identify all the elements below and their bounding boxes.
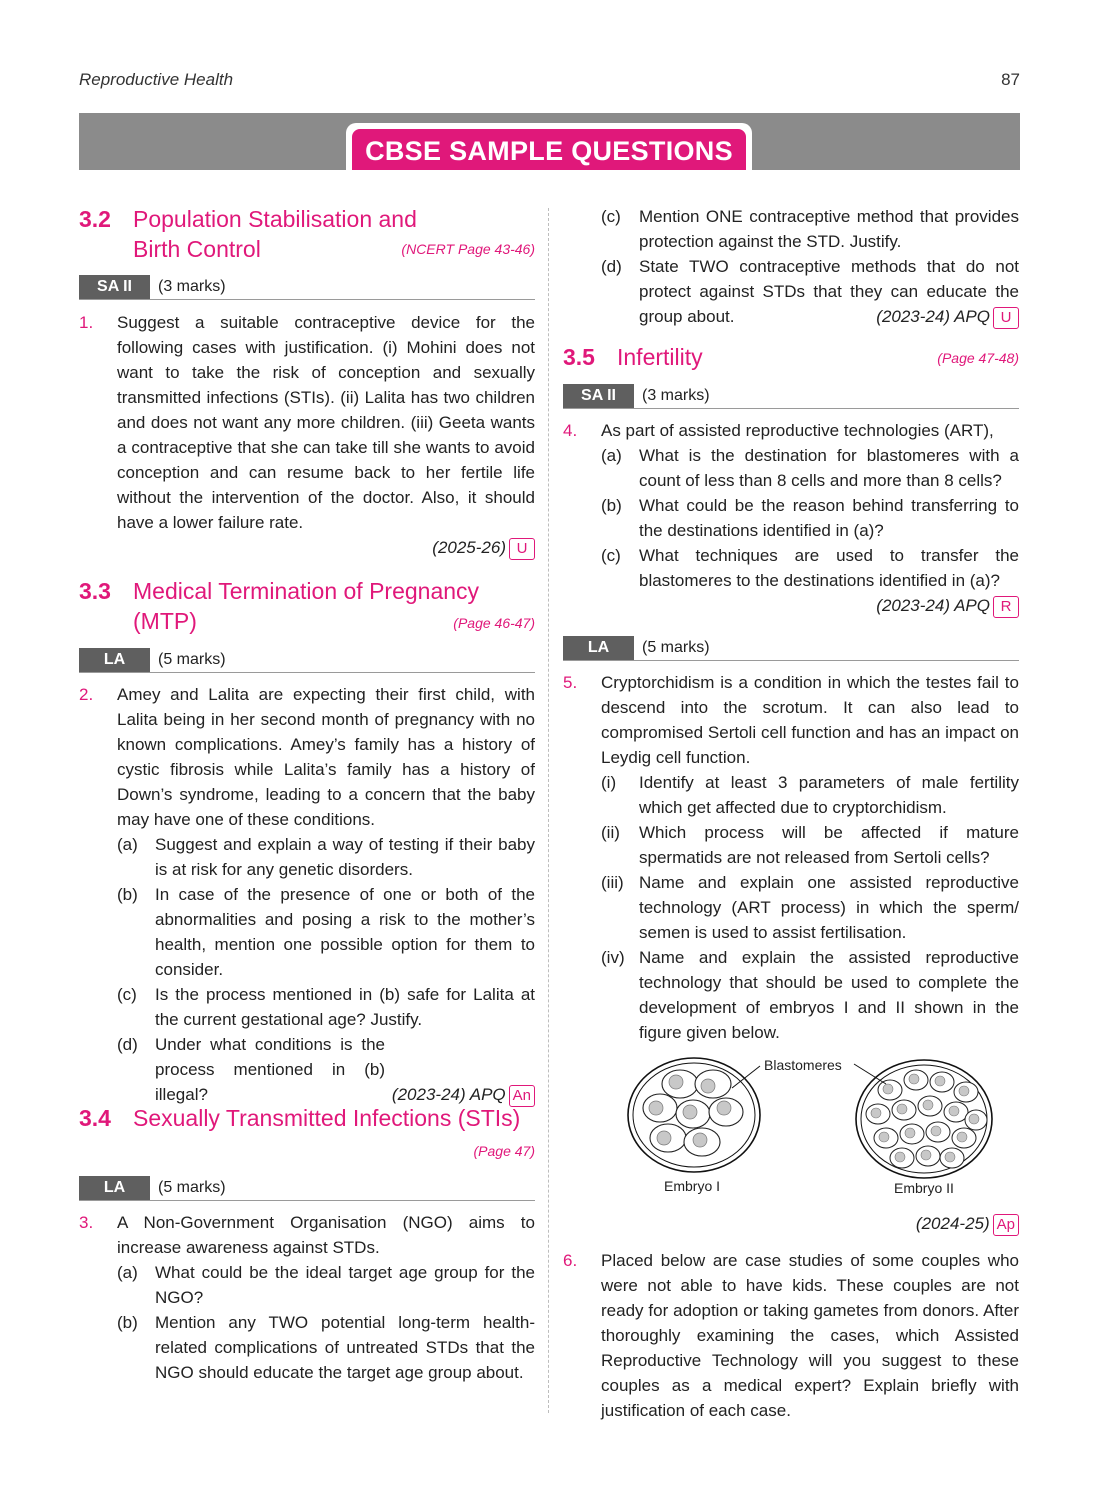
competency-badge: U	[509, 538, 535, 560]
embryo-1-drawing	[628, 1058, 760, 1172]
page-number: 87	[1001, 70, 1020, 89]
sub-question-d	[117, 1032, 535, 1107]
sub-question-a	[117, 832, 535, 882]
question-text: Cryptorchidism is a condition in which the testes fail to descend into the scrotum. It can also lead to compromised Sertoli cell function and has an impact on Leydig cell function.	[601, 673, 1019, 767]
citation-year: (2023-24) APQ	[391, 1085, 506, 1104]
question-text: As part of assisted reproductive technologies (ART),	[601, 421, 994, 440]
section-3-4-page-ref: (Page 47)	[473, 1143, 535, 1159]
question-5-citation	[800, 1211, 1019, 1236]
marks-tag: SA II	[563, 384, 634, 408]
sub-label: (b)	[601, 496, 622, 515]
question-text: A Non-Government Organisation (NGO) aims to increase awareness against STDs.	[117, 1213, 535, 1257]
question-3	[79, 1210, 535, 1415]
sub-label: (d)	[117, 1035, 138, 1054]
section-3-5-page-ref: (Page 47-48)	[937, 350, 1019, 366]
section-number: 3.2	[79, 206, 111, 232]
sub-question-c	[601, 204, 1019, 254]
marks-text: (5 marks)	[158, 1179, 226, 1196]
question-5	[563, 670, 1019, 1050]
question-1	[79, 310, 535, 565]
sub-text: What techniques are used to transfer the blastomeres to the destinations identified in (a)?	[639, 546, 1019, 590]
embryo-2-label: Embryo II	[894, 1180, 954, 1196]
sub-text: What is the destination for blastomeres with a count of less than 8 cells and more than 8 cells?	[639, 446, 1019, 490]
sub-label: (a)	[601, 446, 622, 465]
question-number: 2.	[79, 685, 94, 704]
competency-badge: R	[993, 596, 1019, 618]
question-citation	[601, 593, 1019, 618]
citation-year: (2023-24) APQ	[876, 307, 990, 326]
section-number: 3.5	[563, 344, 595, 370]
marks-bar-la	[79, 648, 535, 673]
marks-tag: SA II	[79, 275, 150, 299]
sub-text: Mention any TWO potential long-term health-related complications of untreated STDs that the NGO should educate the target age group about.	[155, 1313, 535, 1382]
marks-text: (5 marks)	[642, 639, 710, 656]
section-3-2-page-ref: (NCERT Page 43-46)	[401, 241, 535, 257]
question-6	[563, 1248, 1019, 1428]
sub-label: (c)	[117, 985, 137, 1004]
section-title-line2: Birth Control	[133, 236, 261, 262]
sub-text: State TWO contraceptive methods that do not protect against STDs that they can educate the group about.	[639, 257, 1019, 326]
section-title: Medical Termination of Pregnancy (MTP)	[133, 578, 480, 634]
section-3-3-page-ref: (Page 46-47)	[453, 615, 535, 631]
marks-text: (3 marks)	[642, 387, 710, 404]
sub-question-d	[601, 254, 1019, 329]
marks-bar-sa2	[79, 275, 535, 300]
sub-question-b	[117, 1310, 535, 1385]
marks-text: (5 marks)	[158, 651, 226, 668]
marks-tag: LA	[79, 648, 150, 672]
section-title-line1: Population Stabilisation and	[133, 206, 417, 232]
section-title: Sexually Transmitted Infections (STIs)	[133, 1105, 521, 1131]
question-number: 6.	[563, 1251, 578, 1270]
sub-question-iii	[601, 870, 1019, 945]
sub-text: Mention ONE contraceptive method that provides protection against the STD. Justify.	[639, 207, 1019, 251]
question-text: Suggest a suitable contraceptive device for the following cases with justification. (i) Mohini does not want to take the risk of conception and sexually transmitted infections (STIs). (ii) Lalita has two children and does not want any more children. (iii) Geeta wants a contraceptive that she can take till she wants to avoid conception and can resume back to her fertile life without the intervention of the doctor. Also, it should have a lower failure rate.	[117, 313, 535, 532]
question-text: Amey and Lalita are expecting their first child, with Lalita being in her second month of pregnancy with no known complications. Amey’s family has a history of cystic fibrosis while Lalita’s family has a history of Down’s syndrome, leading to a concern that the baby may have one of these conditions.	[117, 685, 535, 829]
marks-bar-sa2	[563, 384, 1019, 409]
sub-label: (d)	[601, 257, 622, 276]
question-2	[79, 682, 535, 1104]
sub-label: (b)	[117, 1313, 138, 1332]
running-title: Reproductive Health	[79, 70, 234, 89]
citation-year: (2023-24) APQ	[876, 596, 990, 615]
sub-question-i	[601, 770, 1019, 820]
sub-question-iv	[601, 945, 1019, 1045]
sub-label: (a)	[117, 1263, 138, 1282]
banner-title: CBSE SAMPLE QUESTIONS	[352, 129, 746, 170]
sub-label: (c)	[601, 546, 621, 565]
section-title: Infertility	[617, 344, 703, 370]
sub-text: What could be the ideal target age group for the NGO?	[155, 1263, 535, 1307]
sub-question-a	[117, 1260, 535, 1310]
sub-text: What could be the reason behind transferring to the destinations identified in (a)?	[639, 496, 1019, 540]
sub-text: Name and explain the assisted reproductive technology that should be used to complete the development of embryos I and II shown in the figure given below.	[639, 948, 1019, 1042]
sub-label: (b)	[117, 885, 138, 904]
marks-tag: LA	[563, 636, 634, 660]
section-3-4-heading	[79, 1103, 549, 1133]
blastomeres-label: Blastomeres	[764, 1057, 842, 1073]
column-divider	[548, 208, 549, 1413]
sub-text: Under what conditions is the process mentioned in (b) illegal?	[155, 1035, 385, 1104]
section-number: 3.3	[79, 578, 111, 604]
sub-label: (iii)	[601, 873, 624, 892]
sub-question-c	[601, 543, 1019, 593]
sub-text: Is the process mentioned in (b) safe for Lalita at the current gestational age? Justify.	[155, 985, 535, 1029]
sub-label: (iv)	[601, 948, 625, 967]
sub-question-c	[117, 982, 535, 1032]
competency-badge: Ap	[993, 1214, 1019, 1236]
question-4	[563, 418, 1019, 623]
sub-question-b	[117, 882, 535, 982]
sub-text: Identify at least 3 parameters of male fertility which get affected due to cryptorchidism.	[639, 773, 1019, 817]
sub-label: (a)	[117, 835, 138, 854]
sub-question-a	[601, 443, 1019, 493]
question-number: 3.	[79, 1213, 94, 1232]
sub-text: In case of the presence of one or both of the abnormalities and posing a risk to the mother’s health, mention one possible option for them to consider.	[155, 885, 535, 979]
question-citation	[117, 535, 535, 560]
question-number: 4.	[563, 421, 578, 440]
marks-tag: LA	[79, 1176, 150, 1200]
sub-text: Which process will be affected if mature spermatids are not released from Sertoli cells?	[639, 823, 1019, 867]
question-3-continued	[563, 204, 1019, 332]
sub-question-b	[601, 493, 1019, 543]
competency-badge: An	[509, 1085, 535, 1107]
marks-bar-la	[79, 1176, 535, 1201]
citation-year: (2024-25)	[915, 1214, 990, 1233]
competency-badge: U	[993, 307, 1019, 329]
question-number: 5.	[563, 673, 578, 692]
citation-year: (2025-26)	[432, 538, 506, 557]
sub-text: Name and explain one assisted reproductive technology (ART process) in which the sperm/ semen is used to assist fertilisation.	[639, 873, 1019, 942]
section-number: 3.4	[79, 1105, 111, 1131]
sub-question-ii	[601, 820, 1019, 870]
sub-label: (ii)	[601, 823, 620, 842]
sub-label: (c)	[601, 207, 621, 226]
question-number: 1.	[79, 313, 94, 332]
embryo-1-label: Embryo I	[664, 1178, 721, 1194]
marks-bar-la	[563, 636, 1019, 661]
sub-text: Suggest and explain a way of testing if their baby is at risk for any genetic disorders.	[155, 835, 535, 879]
sub-label: (i)	[601, 773, 617, 792]
marks-text: (3 marks)	[158, 278, 226, 295]
question-text: Placed below are case studies of some couples who were not able to have kids. These couples are not ready for adoption or taking gametes from donors. After thoroughly examining the cases, which Assisted Reproductive Technology will you suggest to these couples as a medical expert? Explain briefly with justification of each case.	[601, 1251, 1019, 1420]
